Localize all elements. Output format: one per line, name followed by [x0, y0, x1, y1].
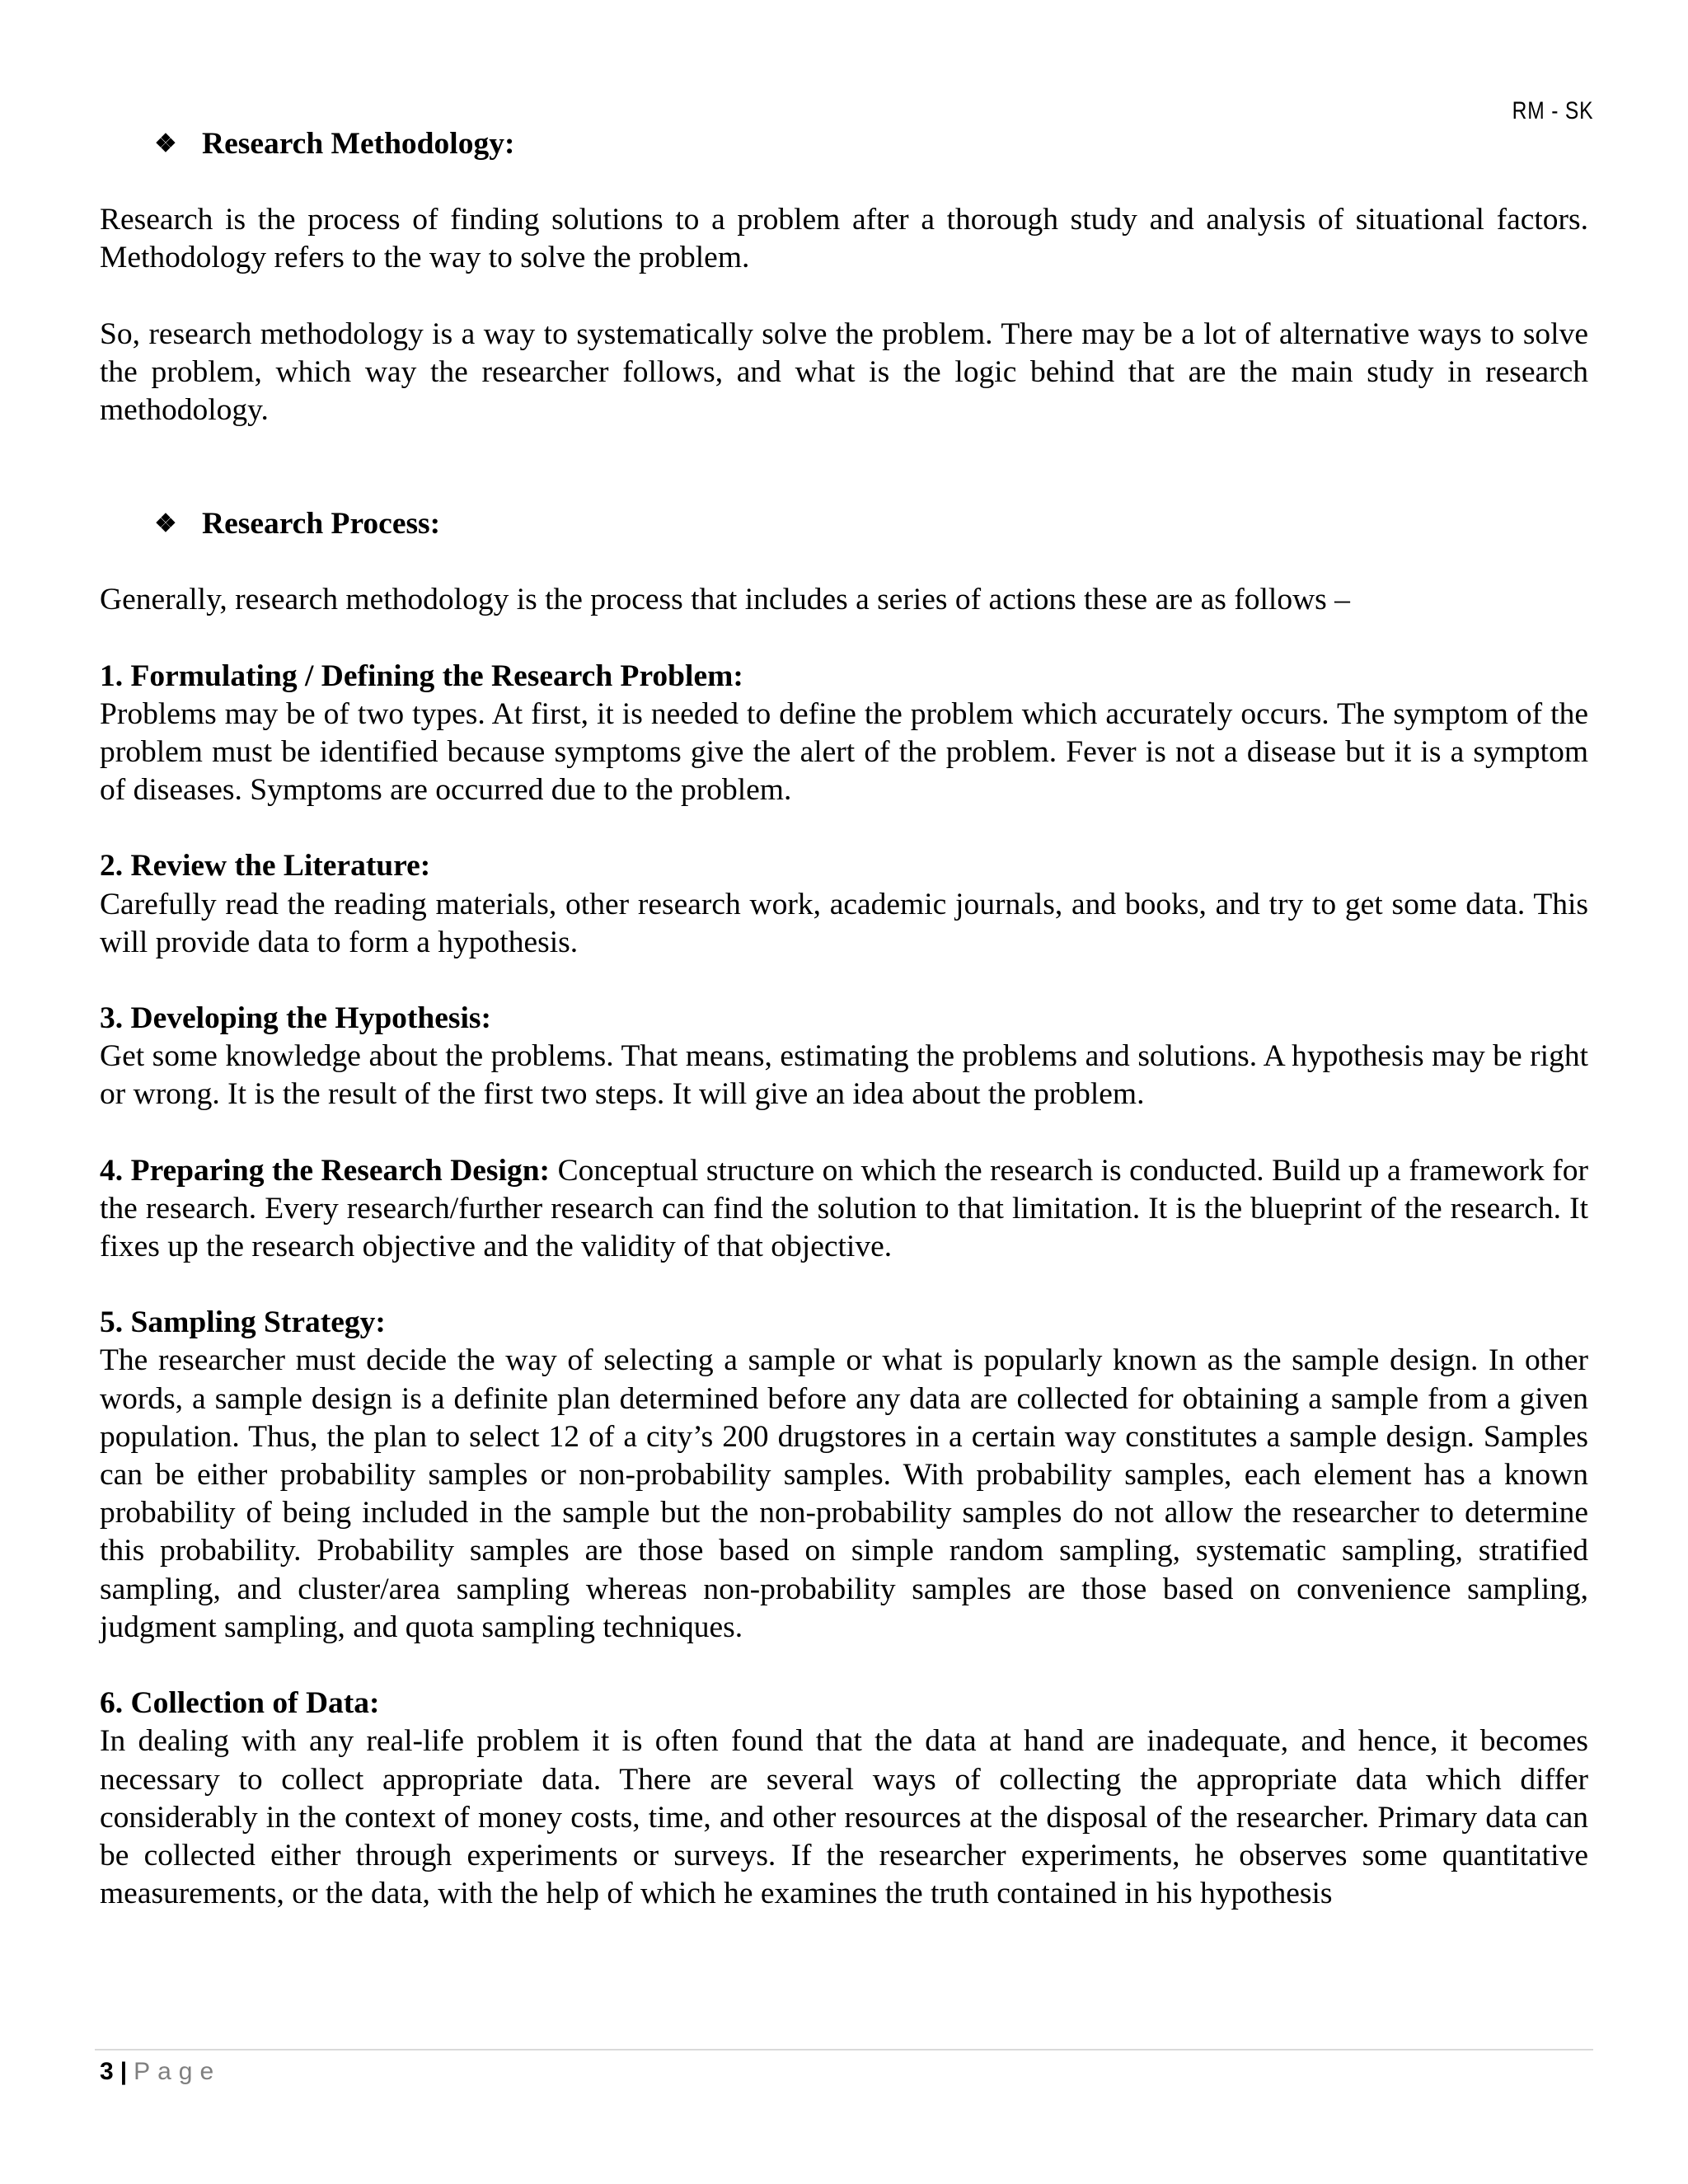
page-content	[100, 125, 1588, 1913]
step-body: In dealing with any real-life problem it is often found that the data at hand are inadequate, and hence, it becomes necessary to collect appropriate data. There are several ways of collecting the appropriate data which differ considerably in the context of money costs, time, and other resources at the disposal of the researcher. Primary data can be collected either through experiments or surveys. If the researcher experiments, he observes some quantitative measurements, or the data, with the help of which he examines the truth contained in his hypothesis	[100, 1724, 1588, 1911]
step-body: Carefully read the reading materials, other research work, academic journals, and books, and try to get some data. This will provide data to form a hypothesis.	[100, 887, 1588, 959]
section-title: Research Process:	[202, 507, 441, 541]
diamond-bullet-icon: ❖	[154, 130, 177, 158]
step-heading: 2. Review the Literature:	[100, 849, 431, 883]
footer-separator: |	[120, 2058, 128, 2085]
step-inline-paragraph	[100, 1152, 1588, 1267]
paragraph-research-definition: Research is the process of finding solutions to a problem after a thorough study and analysis of situational factors. Methodology refers to the way to solve the problem.	[100, 203, 1588, 275]
diamond-bullet-icon: ❖	[154, 510, 177, 538]
paragraph-methodology-definition: So, research methodology is a way to systematically solve the problem. There may be a lot of alternative ways to solve the problem, which way the researcher follows, and what is the logic behind that are the main study in research methodology.	[100, 316, 1588, 428]
paragraph-process-intro: Generally, research methodology is the process that includes a series of actions these are as follows –	[100, 583, 1350, 617]
step-heading: 6. Collection of Data:	[100, 1686, 380, 1721]
step-body: The researcher must decide the way of selecting a sample or what is popularly known as the sample design. In other words, a sample design is a definite plan determined before any data are collected for obtaining a sample from a given population. Thus, the plan to select 12 of a city’s 200 drugstores in a certain way constitutes a sample design. Samples can be either probability samples or non-probability samples. With probability samples, each element has a known probability of being included in the sample but the non-probability samples do not allow the researcher to determine this probability. Probability samples are those based on simple random sampling, systematic sampling, stratified sampling, and cluster/area sampling whereas non-probability samples are those based on convenience sampling, judgment sampling, and quota sampling techniques.	[100, 1343, 1588, 1644]
page-footer	[100, 2055, 221, 2088]
step-body: Conceptual structure on which the research is conducted. Build up a framework for the research. Every research/further research can find the solution to that limitation. It is the blueprint of the research. It fixes up the research objective and the validity of that objective.	[100, 1153, 1588, 1264]
section-heading-research-methodology	[100, 125, 1588, 163]
page-number: 3	[100, 2058, 114, 2085]
step-heading: 3. Developing the Hypothesis:	[100, 1001, 492, 1036]
footer-divider	[95, 2049, 1593, 2050]
section-title: Research Methodology:	[202, 127, 515, 161]
running-header: RM - SK	[1512, 97, 1593, 124]
step-heading: 4. Preparing the Research Design:	[100, 1153, 551, 1188]
step-heading: 5. Sampling Strategy:	[100, 1305, 386, 1340]
page-label: Page	[134, 2058, 222, 2085]
step-body: Get some knowledge about the problems. That means, estimating the problems and solutions. A hypothesis may be right or wrong. It is the result of the first two steps. It will give an idea about the problem.	[100, 1039, 1588, 1112]
step-heading: 1. Formulating / Defining the Research Problem:	[100, 658, 743, 693]
step-body: Problems may be of two types. At first, it is needed to define the problem which accurately occurs. The symptom of the problem must be identified because symptoms give the alert of the problem. Fever is not a disease but it is a symptom of diseases. Symptoms are occurred due to the problem.	[100, 696, 1588, 808]
section-heading-research-process	[100, 505, 1588, 543]
